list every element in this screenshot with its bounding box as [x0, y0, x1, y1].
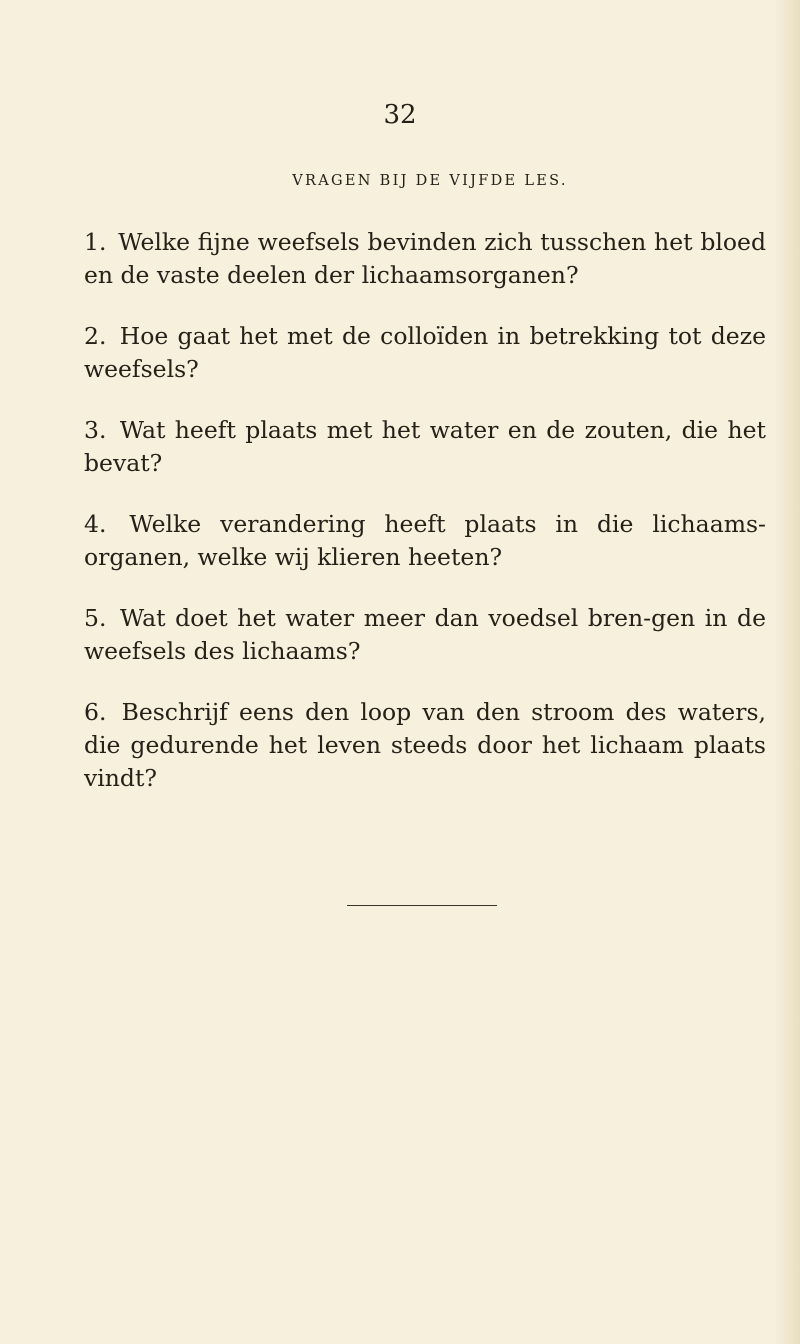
question-item — [84, 602, 766, 668]
question-number: 6. — [84, 698, 107, 726]
question-number: 4. — [84, 510, 107, 538]
closing-rule — [347, 905, 497, 906]
question-item — [84, 414, 766, 480]
question-text: Hoe gaat het met de colloïden in betrekking tot deze weefsels? — [84, 322, 766, 383]
question-text: Wat doet het water meer dan voedsel bren-gen in de weefsels des lichaams? — [84, 604, 766, 665]
question-text: Welke fijne weefsels bevinden zich tusschen het bloed en de vaste deelen der lichaamsorganen? — [84, 228, 766, 289]
question-item — [84, 320, 766, 386]
question-text: Welke verandering heeft plaats in die lichaams-organen, welke wij klieren heeten? — [84, 510, 766, 571]
question-text: Beschrijf eens den loop van den stroom des waters, die gedurende het leven steeds door het lichaam plaats vindt? — [84, 698, 766, 792]
question-number: 1. — [84, 228, 107, 256]
question-number: 5. — [84, 604, 107, 632]
question-number: 2. — [84, 322, 107, 350]
question-number: 3. — [84, 416, 107, 444]
question-item — [84, 696, 766, 795]
question-text: Wat heeft plaats met het water en de zouten, die het bevat? — [84, 416, 766, 477]
question-list — [84, 226, 766, 823]
page-heading: VRAGEN BIJ DE VIJFDE LES. — [292, 173, 568, 189]
question-item — [84, 226, 766, 292]
page-edge-shadow — [774, 0, 800, 1344]
question-item — [84, 508, 766, 574]
page-number: 32 — [383, 100, 417, 130]
